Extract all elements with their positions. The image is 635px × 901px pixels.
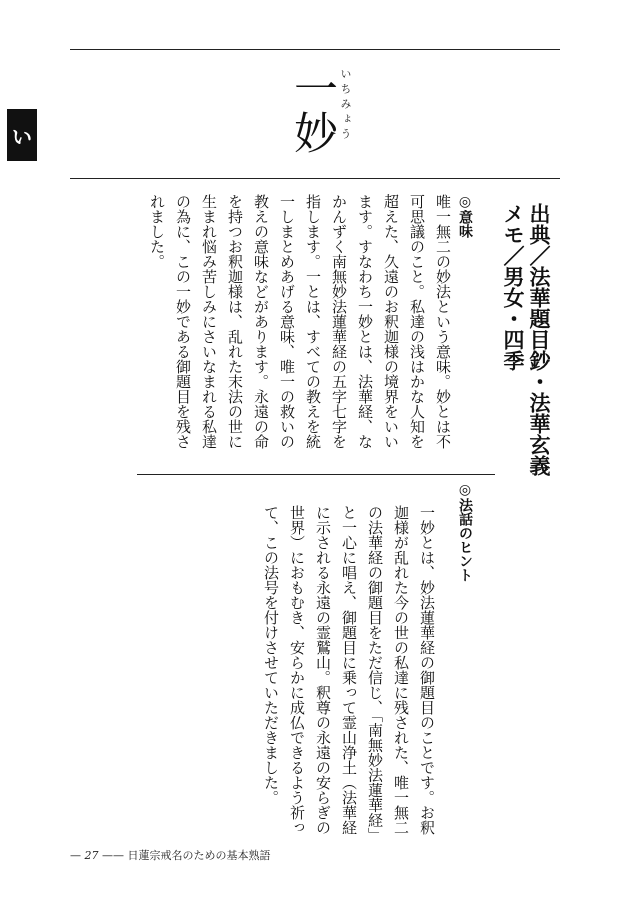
page-footer: — 27 —— 日蓮宗戒名のための基本熟語	[70, 849, 271, 862]
source-memo	[500, 203, 552, 476]
source-line: 出典／法華題目鈔・法華玄義	[527, 203, 551, 476]
title-block	[285, 60, 375, 170]
hint-body: 一妙とは、妙法蓮華経の御題目のことです。お釈迦様が乱れた今の世の私達に残された、唯一無二の法華経の御題目をただ信じ、「南無妙法蓮華経」と一心に唱え、御題目に乗って霊山浄土（法華経に示される永遠の霊鷲山。釈尊の永遠の安らぎの世界）におもむき、安らかに成仏できるよう祈って、この法号を付けさせていただきました。	[262, 505, 436, 835]
memo-line: メモ／男女・四季	[501, 203, 525, 371]
book-title: 日蓮宗戒名のための基本熟語	[127, 849, 271, 862]
page-title: 一妙	[286, 66, 337, 154]
title-reading: いちみょう	[339, 68, 352, 143]
hint-heading: ◎法話のヒント	[457, 482, 473, 582]
page-number: 27	[84, 849, 99, 862]
section-tab: い	[7, 109, 37, 161]
meaning-body: 唯一無二の妙法という意味。妙とは不可思議のこと。私達の浅はかな人知を超えた、久遠のお釈迦様の境界をいいます。すなわち一妙とは、法華経、なかんずく南無妙法蓮華経の五字七字を指します。一とは、すべての教えを統一しまとめあげる意味、唯一の救いの教えの意味などがあります。永遠の命を持つお釈迦様は、乱れた末法の世に生まれ悩み苦しみにさいなまれる私達の為に、この一妙である御題目を残されました。	[148, 194, 452, 449]
top-rule	[70, 49, 560, 50]
section-rule	[137, 474, 495, 475]
meaning-heading: ◎意味	[457, 194, 473, 238]
title-rule	[70, 178, 560, 179]
